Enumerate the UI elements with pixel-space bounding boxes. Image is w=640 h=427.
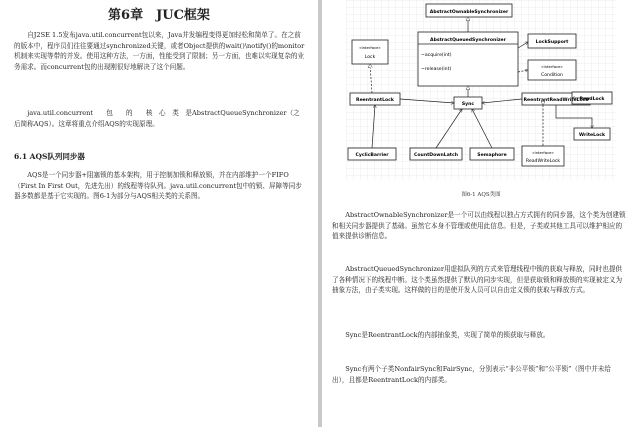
right-page [322, 0, 640, 427]
class-lock-support: LockSupport [535, 40, 569, 45]
aqs-class-diagram [346, 0, 616, 180]
class-cyclic-barrier: CyclicBarrier [355, 153, 389, 158]
chapter-title: 第6章 JUC框架 [108, 8, 210, 23]
intro-paragraph-1: 自J2SE 1.5发布java.util.concurrent包以来，Java并发编程变得更加轻松和简单了。在之前的版本中，程序员们往往要通过synchronized关键，或者Object提供的wait()\notify()的monitor机制来实现等带的并发。使用这种方法，一方面，性能受到了限制；另一方面，也难以实现复杂的业务需求。而concurrent包的出现刚很好地解决了这个问题。 [14, 31, 305, 71]
class-condition: Condition [541, 73, 563, 78]
body-paragraph-4: Sync有两个子类NonfairSync和FairSync，分别表示“非公平锁”和“公平锁”（图中并未给出），且都是ReentrantLock的内部类。 [332, 365, 611, 384]
class-abstract-ownable: AbstractOwnableSynchronizer [429, 10, 509, 15]
class-lock: Lock [364, 55, 376, 60]
rwlock-interface-tag: «Interface» [532, 150, 554, 155]
class-semaphore: Semaphore [477, 153, 507, 158]
method-acquire: ~acquire(int) [421, 53, 452, 58]
section-paragraph-1: AQS是一个同步器+阻塞锁的基本架构，用于控制加锁和释放锁，并在内部维护一个FIFO（First In First Out，先进先出）的线程等待队列。java.util.concurrent包中的锁、屏障等同步器多数都是基于它实现的。图6-1为部分与AQS相关类的关系图。 [14, 171, 302, 200]
method-release: ~release(int) [421, 67, 452, 72]
condition-interface-tag: «Interface» [541, 64, 563, 69]
figure-caption: 图6-1 AQS类图 [461, 192, 501, 198]
class-read-write-lock: ReadWriteLock [525, 159, 561, 164]
class-reentrant-rw-lock: ReentrantReadWriteLock [523, 98, 589, 103]
class-sync: Sync [461, 102, 475, 107]
left-page [0, 0, 318, 427]
lock-interface-tag: «Interface» [359, 45, 381, 50]
body-paragraph-1: AbstractOwnableSynchronizer是一个可以由线程以独占方式拥有的同步器，这个类为创建锁和相关同步器提供了基础。虽然它本身不管理或使用此信息。但是，子类或其他工具可以维护相应的值来提供诊断信息。 [332, 211, 626, 240]
class-write-lock: WriteLock [579, 133, 605, 138]
class-read-lock: ReadLock [579, 97, 605, 102]
intro-paragraph-2: java.util.concurrent 包 的 核 心 类 是AbstractQueueSynchronizer（之后简称AQS）。这章将重点介绍AQS的实现原理。 [14, 109, 300, 128]
class-countdown-latch: CountDownLatch [414, 153, 458, 158]
class-reentrant-lock: ReentrantLock [356, 98, 394, 103]
class-abstract-queued: AbstractQueuedSynchronizer [430, 38, 506, 43]
body-paragraph-3: Sync是ReentrantLock的内部抽象类，实现了简单的锁获取与释放。 [345, 331, 550, 339]
section-title: 6.1 AQS队列同步器 [14, 152, 85, 161]
body-paragraph-2: AbstractQueuedSynchronizer用虚拟队列的方式来管理线程中锁的获取与释放，同时也提供了各种情况下的线程中断。这个类虽然提供了默认的同步实现，但是获取锁和释放锁的实现被定义为抽象方法，由子类实现。这样做的目的是使开发人员可以自由定义锁的获取与释放方式。 [332, 265, 623, 294]
